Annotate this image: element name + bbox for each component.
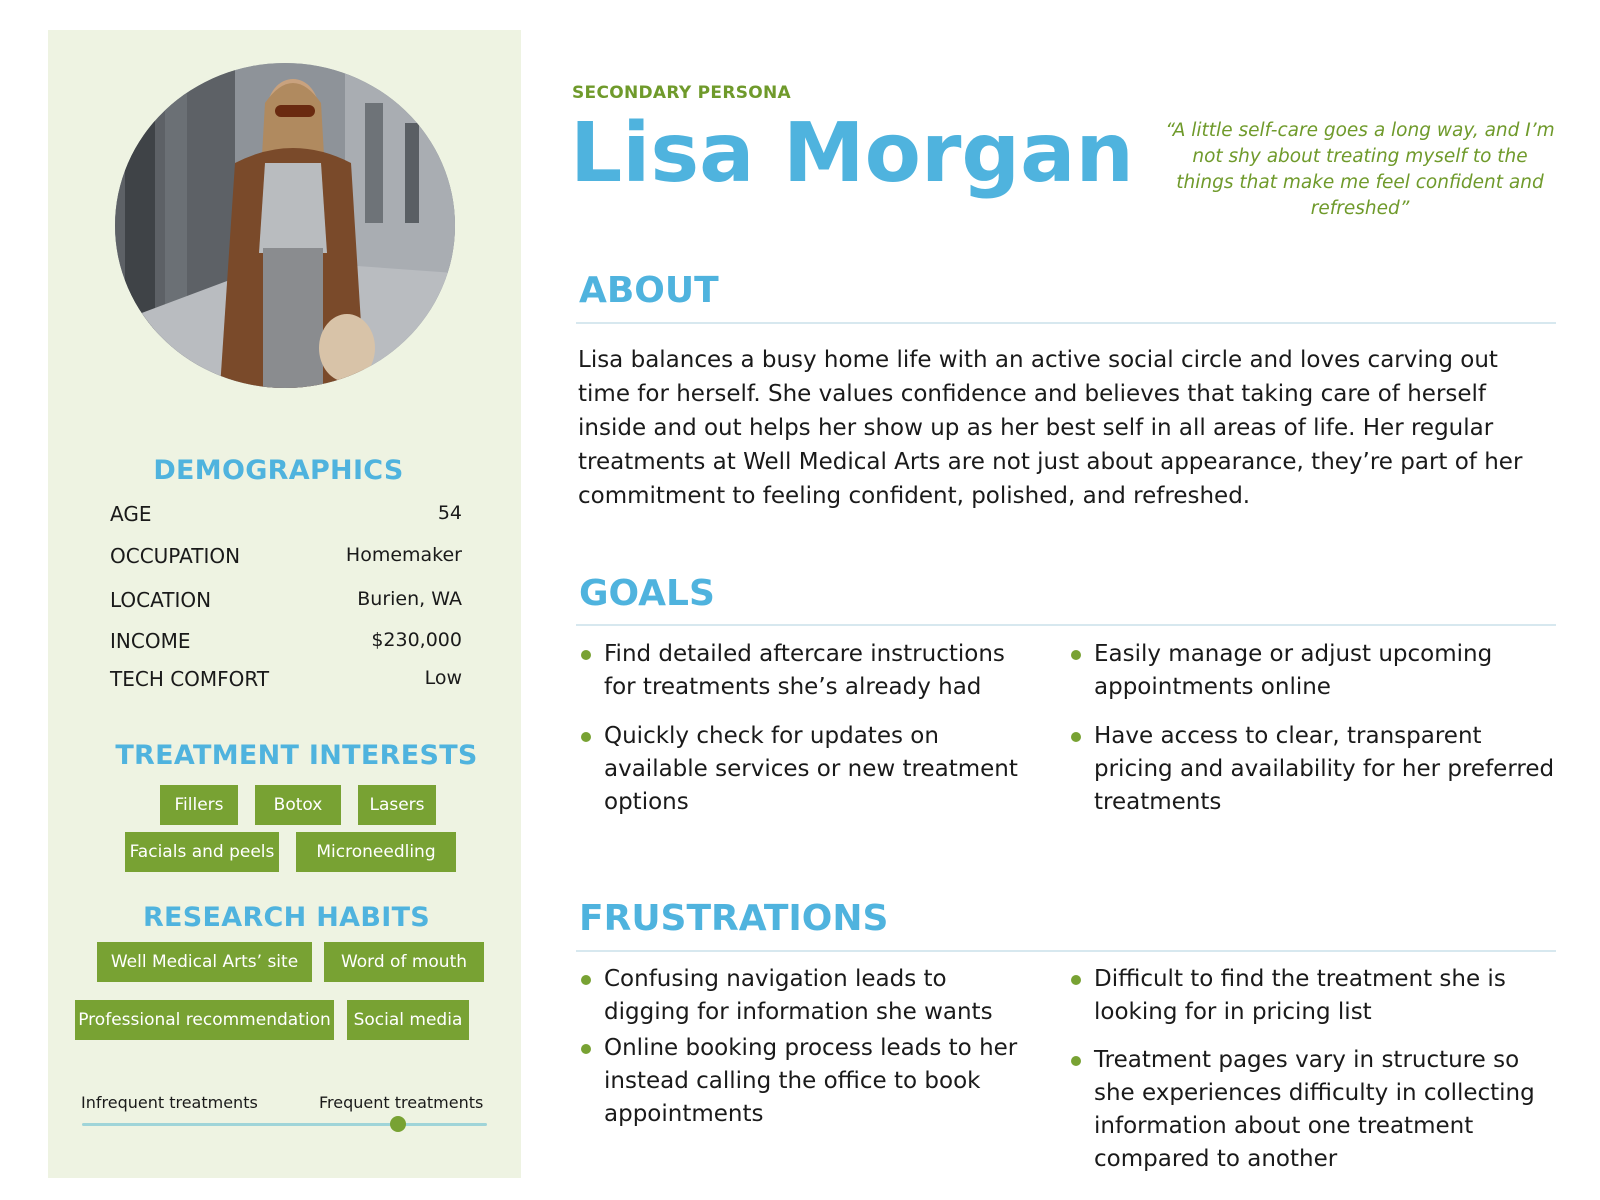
demographic-row-income	[110, 629, 462, 653]
goal-text: Quickly check for updates on available services or new treatment options	[604, 723, 1018, 815]
bullet-icon	[1071, 1056, 1081, 1066]
frustration-text: Online booking process leads to her instead calling the office to book appointments	[604, 1035, 1018, 1127]
frustration-item	[1069, 1044, 1564, 1176]
demographic-label: LOCATION	[110, 588, 212, 612]
scale-label-infrequent: Infrequent treatments	[81, 1093, 258, 1112]
frustration-item	[579, 963, 1039, 1029]
frequency-scale-track	[82, 1123, 487, 1126]
bullet-icon	[581, 650, 591, 660]
bullet-icon	[1071, 732, 1081, 742]
research-habits-heading: RESEARCH HABITS	[142, 902, 431, 933]
demographic-row-occupation	[110, 544, 462, 568]
demographic-row-location	[110, 588, 462, 612]
demographic-row-tech-comfort	[110, 667, 462, 691]
frustration-item	[1069, 963, 1564, 1029]
goals-divider	[576, 624, 1556, 626]
about-heading: ABOUT	[579, 270, 719, 311]
goal-item	[1069, 720, 1564, 819]
research-tag: Social media	[347, 1000, 469, 1040]
frustration-text: Confusing navigation leads to digging for information she wants	[604, 966, 993, 1025]
frustration-text: Treatment pages vary in structure so she experiences difficulty in collecting information about one treatment compared to another	[1094, 1047, 1535, 1172]
research-tag: Professional recommendation	[75, 1000, 334, 1040]
goal-text: Find detailed aftercare instructions for treatments she’s already had	[604, 641, 1005, 700]
demographic-label: INCOME	[110, 629, 191, 653]
research-tag: Well Medical Arts’ site	[97, 942, 312, 982]
frustration-item	[579, 1032, 1039, 1131]
treatment-tag: Fillers	[160, 785, 238, 825]
persona-type-label: SECONDARY PERSONA	[572, 83, 792, 103]
demographic-label: OCCUPATION	[110, 544, 241, 568]
demographic-value: Homemaker	[345, 544, 462, 566]
persona-photo-illustration	[115, 63, 455, 388]
treatment-tag: Lasers	[358, 785, 436, 825]
bullet-icon	[1071, 975, 1081, 985]
frustrations-heading: FRUSTRATIONS	[579, 898, 889, 939]
demographic-value: Burien, WA	[357, 588, 462, 610]
research-tag: Word of mouth	[324, 942, 484, 982]
treatment-interests-heading: TREATMENT INTERESTS	[115, 740, 478, 771]
demographic-value: $230,000	[371, 629, 462, 651]
goal-item	[1069, 638, 1564, 704]
treatment-tag: Facials and peels	[125, 832, 279, 872]
frustrations-divider	[576, 950, 1556, 952]
frequency-scale-marker	[390, 1116, 406, 1132]
treatment-tag: Microneedling	[296, 832, 456, 872]
demographic-value: 54	[437, 502, 462, 524]
persona-sidebar	[48, 30, 521, 1178]
goal-text: Easily manage or adjust upcoming appointments online	[1094, 641, 1493, 700]
about-divider	[576, 322, 1556, 324]
goal-text: Have access to clear, transparent pricing and availability for her preferred treatments	[1094, 723, 1555, 815]
demographic-label: TECH COMFORT	[110, 667, 270, 691]
scale-label-frequent: Frequent treatments	[319, 1093, 484, 1112]
persona-quote: “A little self-care goes a long way, and I’m not shy about treating myself to the things that make me feel confident and refreshed”	[1165, 120, 1555, 219]
demographics-heading: DEMOGRAPHICS	[153, 455, 404, 486]
bullet-icon	[581, 1044, 591, 1054]
frustration-text: Difficult to find the treatment she is looking for in pricing list	[1094, 966, 1506, 1025]
bullet-icon	[581, 732, 591, 742]
bullet-icon	[581, 975, 591, 985]
goals-heading: GOALS	[579, 573, 715, 614]
goal-item	[579, 638, 1039, 704]
goal-item	[579, 720, 1039, 819]
demographic-row-age	[110, 502, 462, 526]
persona-photo	[115, 63, 455, 388]
demographic-label: AGE	[110, 502, 152, 526]
about-text: Lisa balances a busy home life with an active social circle and loves carving out time for herself. She values confidence and believes that taking care of herself inside and out helps her show up as her best self in all areas of life. Her regular treatments at Well Medical Arts are not just about appearance, they’re part of her commitment to feeling confident, polished, and refreshed.	[578, 347, 1523, 509]
demographic-value: Low	[424, 667, 462, 689]
bullet-icon	[1071, 650, 1081, 660]
persona-name: Lisa Morgan	[570, 106, 1134, 201]
treatment-tag: Botox	[255, 785, 341, 825]
